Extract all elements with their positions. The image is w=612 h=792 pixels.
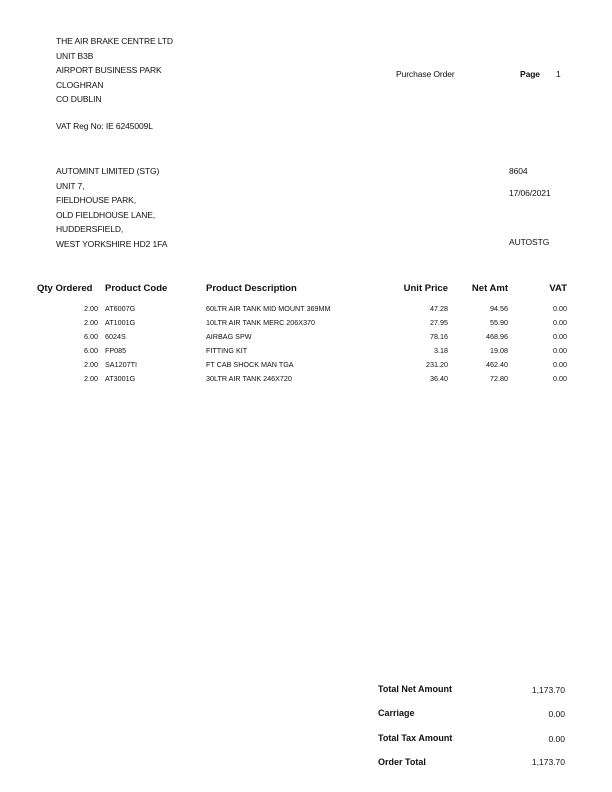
row-qty: 2.00: [84, 318, 98, 327]
supplier-address-line: CO DUBLIN: [56, 94, 102, 104]
customer-address-line: UNIT 7,: [56, 180, 85, 191]
row-description: 60LTR AIR TANK MID MOUNT 369MM: [206, 304, 331, 313]
vat-registration: VAT Reg No: IE 6245009L: [56, 121, 153, 131]
order-total-label: Order Total: [378, 757, 426, 767]
row-description: AIRBAG SPW: [206, 332, 252, 341]
row-vat: 0.00: [553, 346, 567, 355]
row-unit-price: 78.16: [430, 332, 448, 341]
order-total-value: 1,173.70: [531, 757, 565, 767]
customer-address-line: WEST YORKSHIRE HD2 1FA: [56, 238, 168, 249]
row-vat: 0.00: [553, 332, 567, 341]
header-vat: VAT: [549, 283, 567, 294]
header-product-description: Product Description: [206, 283, 297, 294]
row-product-code: AT6007G: [105, 304, 136, 313]
row-vat: 0.00: [553, 318, 567, 327]
row-description: 10LTR AIR TANK MERC 206X370: [206, 318, 316, 327]
row-net-amount: 55.90: [490, 318, 508, 327]
customer-name: AUTOMINT LIMITED (STG): [56, 166, 160, 176]
row-unit-price: 47.28: [430, 304, 448, 313]
supplier-address-line: AIRPORT BUSINESS PARK: [56, 65, 162, 75]
order-number: 8604: [509, 166, 528, 176]
customer-address: [56, 164, 167, 251]
order-date: 17/06/2021: [509, 188, 551, 198]
supplier-name: THE AIR BRAKE CENTRE LTD: [56, 36, 173, 46]
table-row: [0, 346, 612, 360]
page-label: Page: [520, 69, 540, 79]
row-description: FITTING KIT: [206, 346, 248, 355]
row-product-code: AT3001G: [105, 374, 136, 383]
row-qty: 2.00: [84, 374, 98, 383]
row-qty: 2.00: [84, 360, 98, 369]
header-net-amount: Net Amt: [471, 283, 508, 294]
row-unit-price: 27.95: [430, 318, 448, 327]
customer-address-line: HUDDERSFIELD,: [56, 224, 124, 234]
row-qty: 6.00: [84, 346, 98, 355]
row-vat: 0.00: [553, 304, 567, 313]
row-description: FT CAB SHOCK MAN TGA: [206, 360, 294, 369]
total-tax-value: 0.00: [548, 734, 565, 744]
header-unit-price: Unit Price: [403, 283, 448, 294]
carriage-value: 0.00: [548, 709, 565, 719]
row-net-amount: 72.80: [490, 374, 508, 383]
row-qty: 2.00: [84, 304, 98, 313]
row-net-amount: 19.08: [490, 346, 508, 355]
table-row: [0, 374, 612, 388]
row-net-amount: 468.96: [486, 332, 508, 341]
row-product-code: FP085: [105, 346, 127, 355]
supplier-address: [56, 34, 173, 107]
total-tax-label: Total Tax Amount: [378, 733, 453, 743]
row-unit-price: 231.20: [426, 360, 448, 369]
table-row: [0, 332, 612, 346]
page-number: 1: [556, 69, 561, 79]
row-product-code: 6024S: [105, 332, 126, 341]
supplier-address-line: UNIT B3B: [56, 50, 94, 61]
account-code: AUTOSTG: [509, 237, 550, 247]
row-net-amount: 462.40: [486, 360, 508, 369]
supplier-address-line: CLOGHRAN: [56, 79, 104, 90]
carriage-label: Carriage: [378, 708, 415, 718]
customer-address-line: FIELDHOUSE PARK,: [56, 195, 136, 205]
table-row: [0, 360, 612, 374]
row-vat: 0.00: [553, 374, 567, 383]
table-row: [0, 304, 612, 318]
row-qty: 6.00: [84, 332, 98, 341]
row-unit-price: 36.40: [430, 374, 448, 383]
row-vat: 0.00: [553, 360, 567, 369]
total-net-value: 1,173.70: [531, 685, 565, 695]
header-qty-ordered: Qty Ordered: [37, 283, 93, 294]
customer-address-line: OLD FIELDHOUSE LANE,: [56, 209, 156, 220]
header-product-code: Product Code: [105, 283, 168, 294]
row-product-code: SA1207TI: [105, 360, 137, 369]
row-product-code: AT1001G: [105, 318, 136, 327]
document-title: Purchase Order: [396, 69, 455, 79]
table-row: [0, 318, 612, 332]
row-unit-price: 3.18: [434, 346, 448, 355]
row-net-amount: 94.56: [490, 304, 508, 313]
row-description: 30LTR AIR TANK 246X720: [206, 374, 292, 383]
total-net-label: Total Net Amount: [378, 684, 452, 694]
